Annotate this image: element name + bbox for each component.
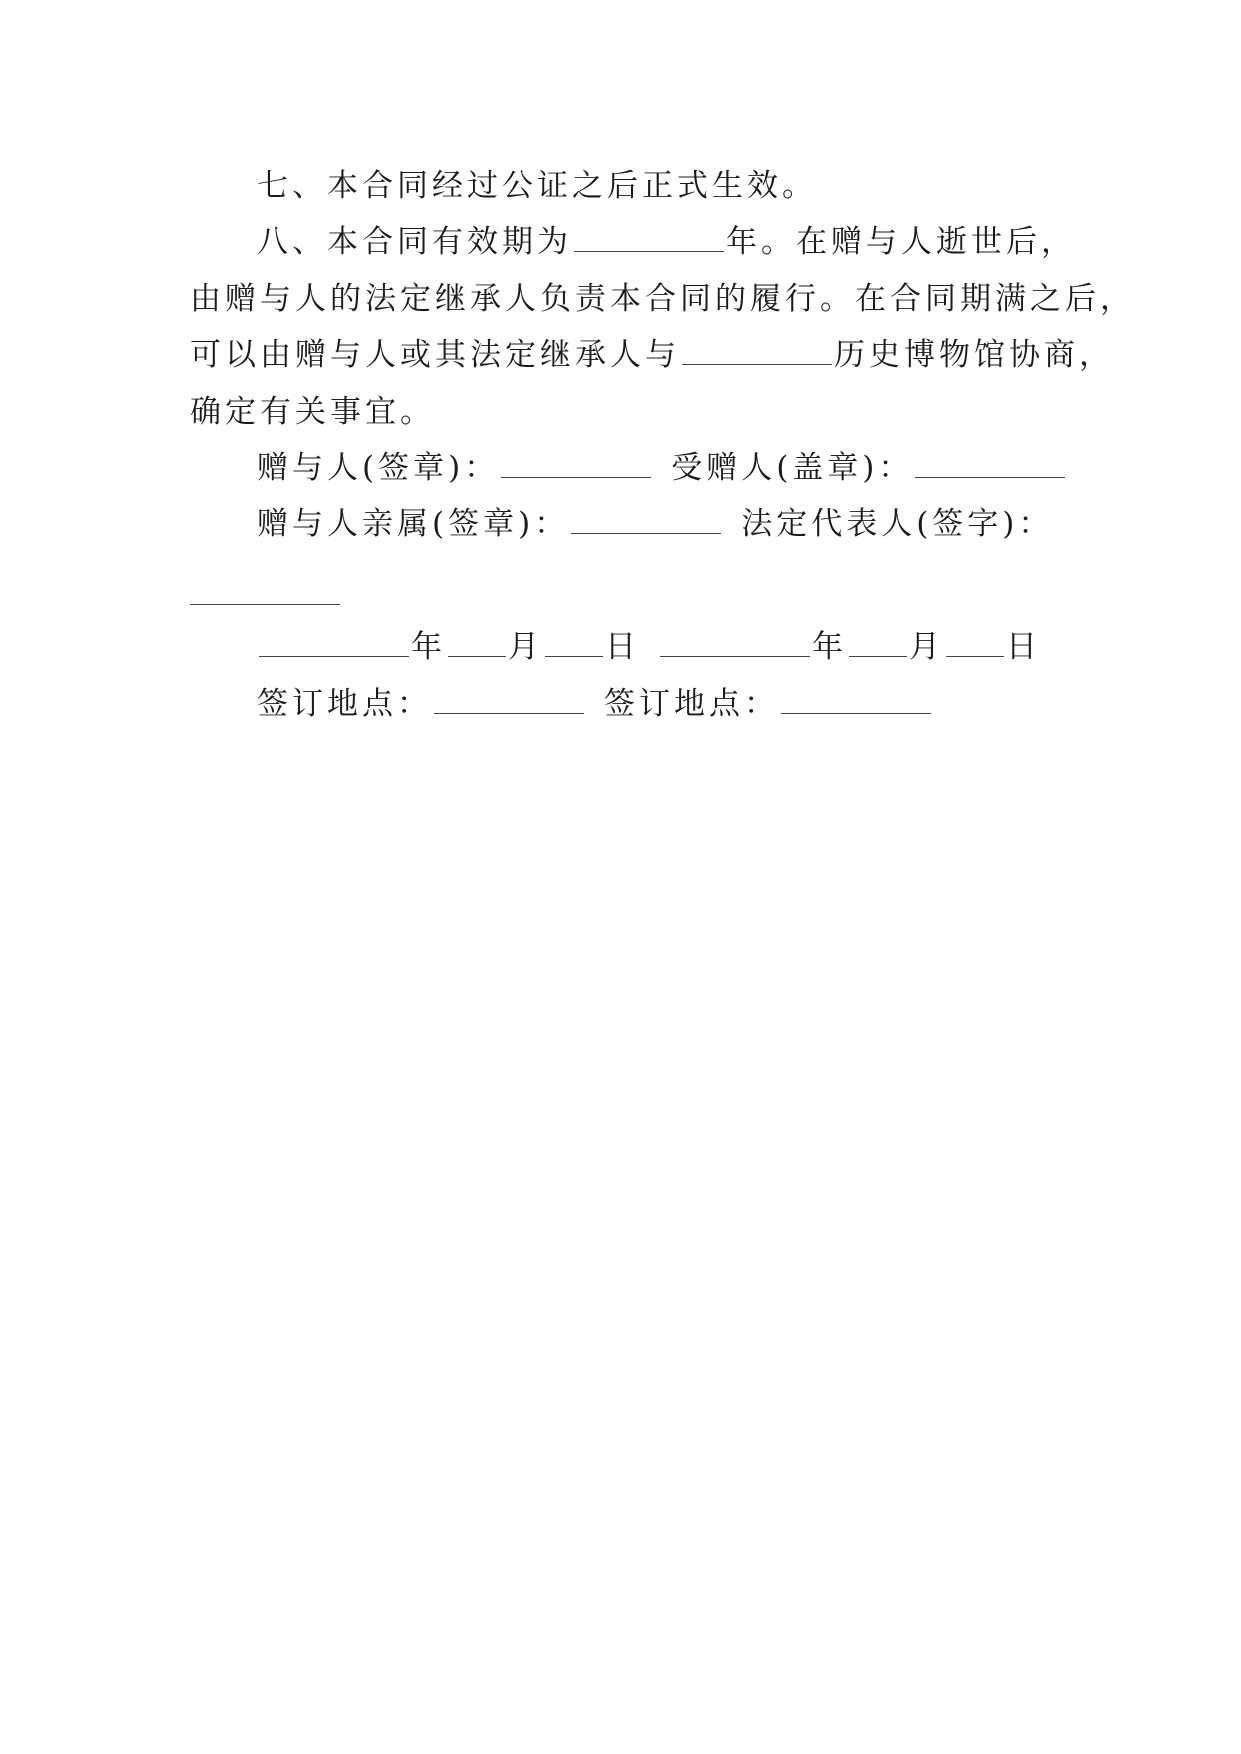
museum-name-blank[interactable] (682, 363, 832, 365)
clause-eight-line-3 (190, 335, 1114, 375)
relative-label: 赠与人亲属(签章)： (257, 506, 570, 542)
clause-eight-line-3-suffix: 历史博物馆协商， (834, 337, 1114, 373)
date-left-year: 年 (411, 629, 446, 665)
legal-rep-signature-blank[interactable] (190, 603, 340, 605)
donee-seal-blank[interactable] (915, 476, 1065, 478)
date-right-month: 月 (909, 629, 944, 665)
legal-rep-label: 法定代表人(签字)： (741, 506, 1054, 542)
clause-eight-prefix: 八、本合同有效期为 (257, 224, 572, 260)
date-left-month: 月 (508, 629, 543, 665)
clause-eight-line-2: 由赠与人的法定继承人负责本合同的履行。在合同期满之后， (190, 281, 1135, 317)
clause-seven: 七、本合同经过公证之后正式生效。 (257, 168, 817, 204)
clause-eight-suffix: 年。在赠与人逝世后， (726, 224, 1076, 260)
date-left-month-blank[interactable] (448, 655, 506, 657)
signature-row-relative (257, 504, 1157, 544)
place-left-blank[interactable] (434, 712, 584, 714)
date-right-year: 年 (812, 629, 847, 665)
place-row (257, 684, 1157, 724)
date-right-month-blank[interactable] (849, 655, 907, 657)
donor-signature-blank[interactable] (501, 476, 651, 478)
date-right-year-blank[interactable] (660, 655, 810, 657)
place-right-blank[interactable] (781, 712, 931, 714)
date-left-day-blank[interactable] (545, 655, 603, 657)
relative-signature-blank[interactable] (571, 532, 721, 534)
place-label-right: 签订地点： (604, 686, 779, 722)
donee-label: 受赠人(盖章)： (671, 450, 914, 486)
term-years-blank[interactable] (574, 250, 724, 252)
clause-eight-line-3-prefix: 可以由赠与人或其法定继承人与 (190, 337, 680, 373)
date-row (257, 627, 1157, 667)
date-left-day: 日 (605, 629, 640, 665)
date-left-year-blank[interactable] (259, 655, 409, 657)
place-label-left: 签订地点： (257, 686, 432, 722)
donor-label: 赠与人(签章)： (257, 450, 500, 486)
clause-eight-line-1 (257, 222, 1157, 262)
clause-eight-line-4: 确定有关事宜。 (190, 394, 435, 430)
date-right-day: 日 (1006, 629, 1041, 665)
date-right-day-blank[interactable] (946, 655, 1004, 657)
signature-row-donor (257, 448, 1157, 488)
